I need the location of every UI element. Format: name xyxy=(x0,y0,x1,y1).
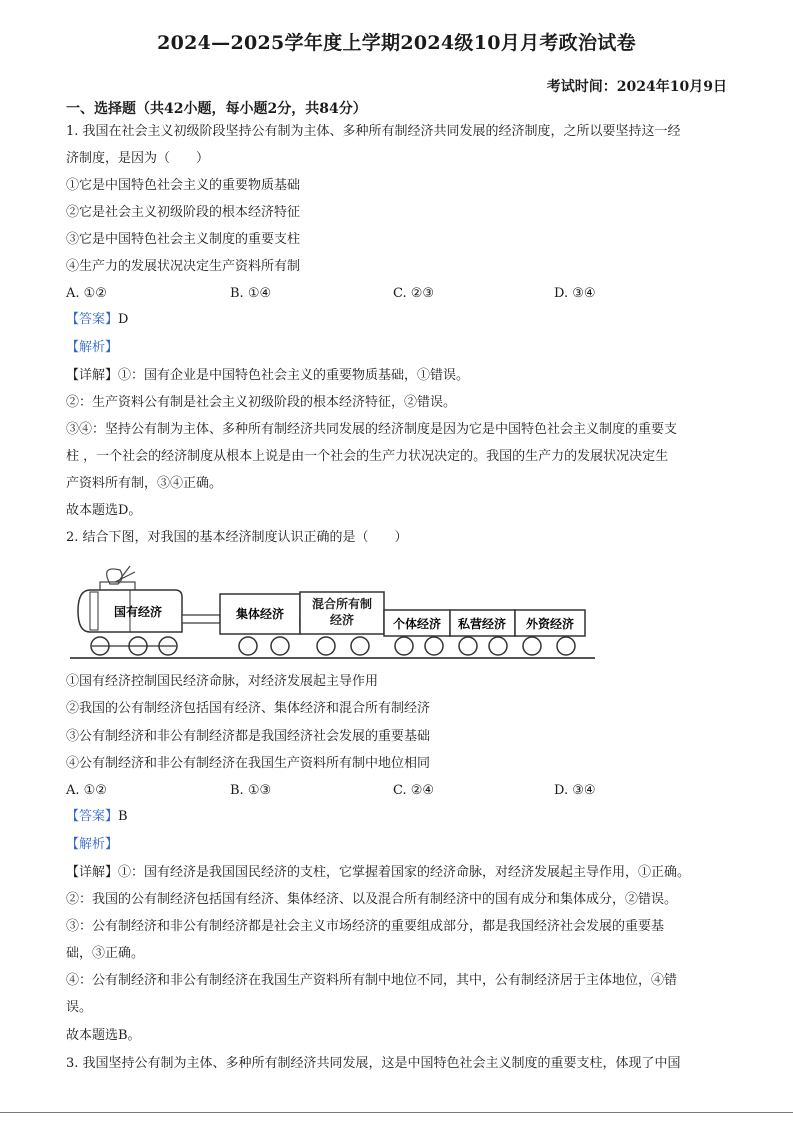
q1-option-d: D. ③④ xyxy=(554,286,596,301)
q2-answer-value: B xyxy=(118,809,128,824)
q2-detail-5: ④：公有制经济和非公有制经济在我国生产资料所有制中地位不同，其中，公有制经济居于主体地位，④错 xyxy=(66,973,678,988)
q2-answer-tag: 【答案】 xyxy=(66,809,119,824)
q2-analysis-tag: 【解析】 xyxy=(66,837,119,852)
q1-item-3: ③它是中国特色社会主义制度的重要支柱 xyxy=(66,232,301,247)
q2-item-4: ④公有制经济和非公有制经济在我国生产资料所有制中地位相同 xyxy=(66,756,431,771)
train-car-label-collective: 集体经济 xyxy=(235,607,285,621)
q2-item-3: ③公有制经济和非公有制经济都是我国经济社会发展的重要基础 xyxy=(66,729,431,744)
q3-stem: 3. 我国坚持公有制为主体、多种所有制经济共同发展，这是中国特色社会主义制度的重要支柱，体现了中国 xyxy=(66,1056,681,1071)
section-title: 一、选择题（共42小题，每小题2分，共84分） xyxy=(66,101,367,117)
train-car-label-state: 国有经济 xyxy=(113,605,163,619)
q1-item-2: ②它是社会主义初级阶段的根本经济特征 xyxy=(66,205,301,220)
q2-option-c: C. ②④ xyxy=(393,783,435,798)
q1-answer-value: D xyxy=(118,312,129,327)
q1-detail-2: ②：生产资料公有制是社会主义初级阶段的根本经济特征，②错误。 xyxy=(66,395,457,410)
economy-train-figure xyxy=(70,560,600,665)
exam-time: 考试时间：2024年10月9日 xyxy=(546,79,727,95)
train-car-label-individual: 个体经济 xyxy=(392,617,442,631)
q2-detail-7: 故本题选B。 xyxy=(66,1028,141,1043)
q2-detail-3: ③：公有制经济和非公有制经济都是社会主义市场经济的重要组成部分，都是我国经济社会发展的重要基 xyxy=(66,919,665,934)
q1-option-b: B. ①④ xyxy=(230,286,272,301)
page-bottom-rule xyxy=(0,1112,793,1113)
q2-stem: 2. 结合下图，对我国的基本经济制度认识正确的是（ ） xyxy=(66,530,408,545)
q1-answer-tag: 【答案】 xyxy=(66,312,119,327)
q2-item-1: ①国有经济控制国民经济命脉，对经济发展起主导作用 xyxy=(66,674,379,689)
q1-analysis-tag: 【解析】 xyxy=(66,340,119,355)
q2-detail-6: 误。 xyxy=(66,1000,93,1015)
q1-detail-6: 故本题选D。 xyxy=(66,503,142,518)
q1-item-4: ④生产力的发展状况决定生产资料所有制 xyxy=(66,259,301,274)
q1-stem-line-1: 1. 我国在社会主义初级阶段坚持公有制为主体、多种所有制经济共同发展的经济制度，之所以要坚持这一经 xyxy=(66,124,681,139)
train-car-label-foreign: 外资经济 xyxy=(525,617,575,631)
q2-option-d: D. ③④ xyxy=(554,783,596,798)
q2-option-b: B. ①③ xyxy=(230,783,272,798)
q1-option-a: A. ①② xyxy=(66,286,107,301)
train-car-label-mixed: 混合所有制经济 xyxy=(311,597,372,627)
q1-answer xyxy=(66,312,128,328)
q2-option-a: A. ①② xyxy=(66,783,107,798)
q1-item-1: ①它是中国特色社会主义的重要物质基础 xyxy=(66,178,301,193)
q2-item-2: ②我国的公有制经济包括国有经济、集体经济和混合所有制经济 xyxy=(66,701,431,716)
train-car-label-mixed-wrap xyxy=(302,596,382,632)
q1-stem-line-2: 济制度，是因为（ ） xyxy=(66,151,210,166)
q2-detail-4: 础，③正确。 xyxy=(66,946,145,961)
q1-detail-3: ③④：坚持公有制为主体、多种所有制经济共同发展的经济制度是因为它是中国特色社会主义制度的重要支 xyxy=(66,422,678,437)
q2-detail-1: 【详解】①：国有经济是我国国民经济的支柱，它掌握着国家的经济命脉，对经济发展起主导作用，①正确。 xyxy=(66,865,691,880)
train-car-label-private: 私营经济 xyxy=(457,617,507,631)
q1-detail-4: 柱 ，一个社会的经济制度从根本上说是由一个社会的生产力状况决定的。我国的生产力的发展状况决定生 xyxy=(66,449,669,464)
q2-detail-2: ②：我国的公有制经济包括国有经济、集体经济、以及混合所有制经济中的国有成分和集体成分，②错误。 xyxy=(66,892,678,907)
q1-detail-5: 产资料所有制，③④正确。 xyxy=(66,476,223,491)
q1-option-c: C. ②③ xyxy=(393,286,435,301)
page-title: 2024—2025学年度上学期2024级10月月考政治试卷 xyxy=(157,32,636,54)
q2-answer xyxy=(66,809,128,825)
q1-detail-1: 【详解】①：国有企业是中国特色社会主义的重要物质基础，①错误。 xyxy=(66,368,470,383)
